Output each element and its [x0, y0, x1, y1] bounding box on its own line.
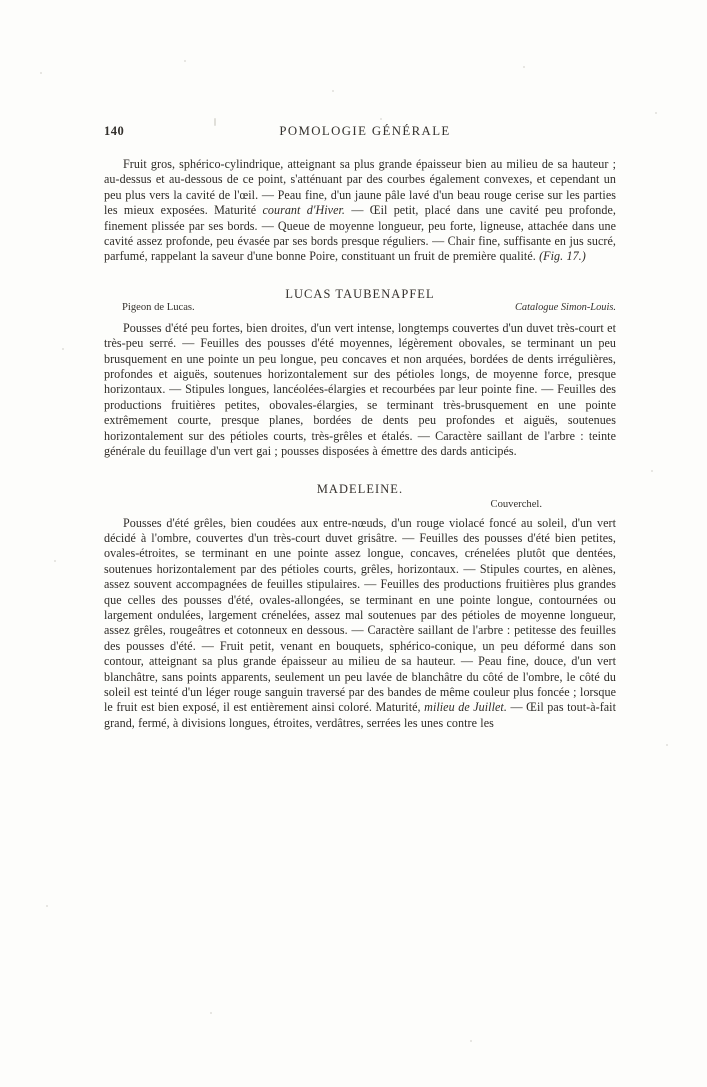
- paper-speck: [62, 348, 64, 350]
- madeleine-text-2: — Œil pas tout-à-fait grand, fermé, à divisions longues, étroites, verdâtres, serrées les unes contre les: [104, 700, 617, 730]
- spacer: [104, 267, 616, 287]
- paper-speck: [332, 90, 334, 92]
- entry-figure-ref: (Fig. 17.): [539, 249, 586, 264]
- section-source: Couverchel.: [490, 498, 542, 510]
- section-header-lucas: [104, 287, 616, 321]
- paper-speck: [54, 560, 56, 562]
- entry-text-2: — Œil petit, placé dans une cavité peu profonde, finement plissée par ses bords. — Queue de moyenne longueur, peu forte, ligneuse, attachée dans une cavité assez profonde, peu évasée par ses bords presque réguliers. — Chair fine, suffisante en jus sucré, parfumé, rappelant la saveur d'une bonne Poire, constituant un fruit de première qualité.: [104, 203, 616, 264]
- paper-speck: [651, 470, 653, 472]
- section-madeleine-paragraph: [104, 516, 616, 732]
- section-synonym: Pigeon de Lucas.: [122, 301, 195, 313]
- section-lucas-paragraph: Pousses d'été peu fortes, bien droites, d'un vert intense, longtemps couvertes d'un duvet très-court et très-peu serré. — Feuilles des pousses d'été moyennes, légèrement obovales, se terminant un peu brusquement en une pointe un peu longue, peu concaves et non arquées, bordées de dents irrégulières, profondes et aiguës, soutenues horizontalement sur des pétioles longs, de moyenne force, presque horizontaux. — Stipules longues, lancéolées-élargies et recourbées par leur pointe fine. — Feuilles des productions fruitières petites, obovales-élargies, se terminant très-brusquement en une pointe extrêmement courte, presque planes, bordées de dents peu profondes et aiguës, soutenues horizontalement sur des pétioles courts, très-grêles et étalés. — Caractère saillant de l'arbre : teinte générale du feuillage d'un vert gai ; pousses disposées à émettre des dards anticipés.: [104, 320, 616, 459]
- page-content: [104, 124, 616, 733]
- entry-paragraph: [104, 157, 616, 265]
- madeleine-maturity: milieu de Juillet.: [424, 700, 507, 715]
- paper-speck: [470, 1040, 472, 1042]
- page-header: [104, 124, 616, 139]
- page-number: 140: [104, 124, 125, 138]
- section-title: MADELEINE.: [316, 481, 404, 496]
- paper-speck: [655, 112, 657, 114]
- entry-maturity: courant d'Hiver.: [262, 203, 345, 218]
- section-title: LUCAS TAUBENAPFEL: [285, 286, 435, 301]
- paper-speck: [46, 905, 48, 907]
- madeleine-text-1: Pousses d'été grêles, bien coudées aux entre-nœuds, d'un rouge violacé foncé au soleil, d'un vert décidé à l'ombre, couvertes d'un très-court duvet grisâtre. — Feuilles des pousses d'été bien petites, ovales-étroites, se terminant en une pointe assez longue, concaves, crénelées plutôt que dentées, soutenues horizontalement par des pétioles courts, grêles, horizontaux. — Stipules courtes, en alènes, assez souvent accompagnées de feuilles stipulaires. — Feuilles des productions fruitières plus grandes que celles des pousses d'été, ovales-allongées, se terminant en une pointe longue, contournées ou largement ondulées, largement crénelées, assez mal soutenues par des pétioles de moyenne longueur, assez grêles, rougeâtres et cotonneux en dessous. — Caractère saillant de l'arbre : petitesse des feuilles des pousses d'été. — Fruit petit, venant en bouquets, sphérico-conique, un peu déformé dans son contour, atteignant sa plus grande épaisseur au milieu de sa hauteur. — Peau fine, douce, d'un vert blanchâtre, sans points apparents, seulement un peu lavée de blanchâtre du côté de l'ombre, le côté du soleil est teinté d'un léger rouge sanguin traversé par des bandes de même couleur plus foncée ; lorsque le fruit est bien exposé, il est entièrement ainsi coloré. Maturité,: [104, 515, 616, 715]
- entry-text-1: Fruit gros, sphérico-cylindrique, atteignant sa plus grande épaisseur bien au milieu de sa hauteur ; au-dessus et au-dessous de ce point, s'atténuant par des courbes également convexes, et cependant un peu plus vers la cavité de l'œil. — Peau fine, d'un jaune pâle lavé d'un beau rouge cerise sur les parties les mieux exposées. Maturité: [104, 157, 616, 218]
- paper-speck: [40, 72, 42, 74]
- paper-speck: [523, 66, 525, 68]
- spacer: [104, 462, 616, 482]
- section-source: Catalogue Simon-Louis.: [514, 301, 616, 313]
- paper-speck: [380, 118, 382, 120]
- paper-speck: [210, 1012, 212, 1014]
- running-head: POMOLOGIE GÉNÉRALE: [279, 124, 451, 138]
- section-header-madeleine: [104, 482, 616, 516]
- paper-speck: [184, 60, 186, 62]
- paper-speck: [666, 744, 668, 746]
